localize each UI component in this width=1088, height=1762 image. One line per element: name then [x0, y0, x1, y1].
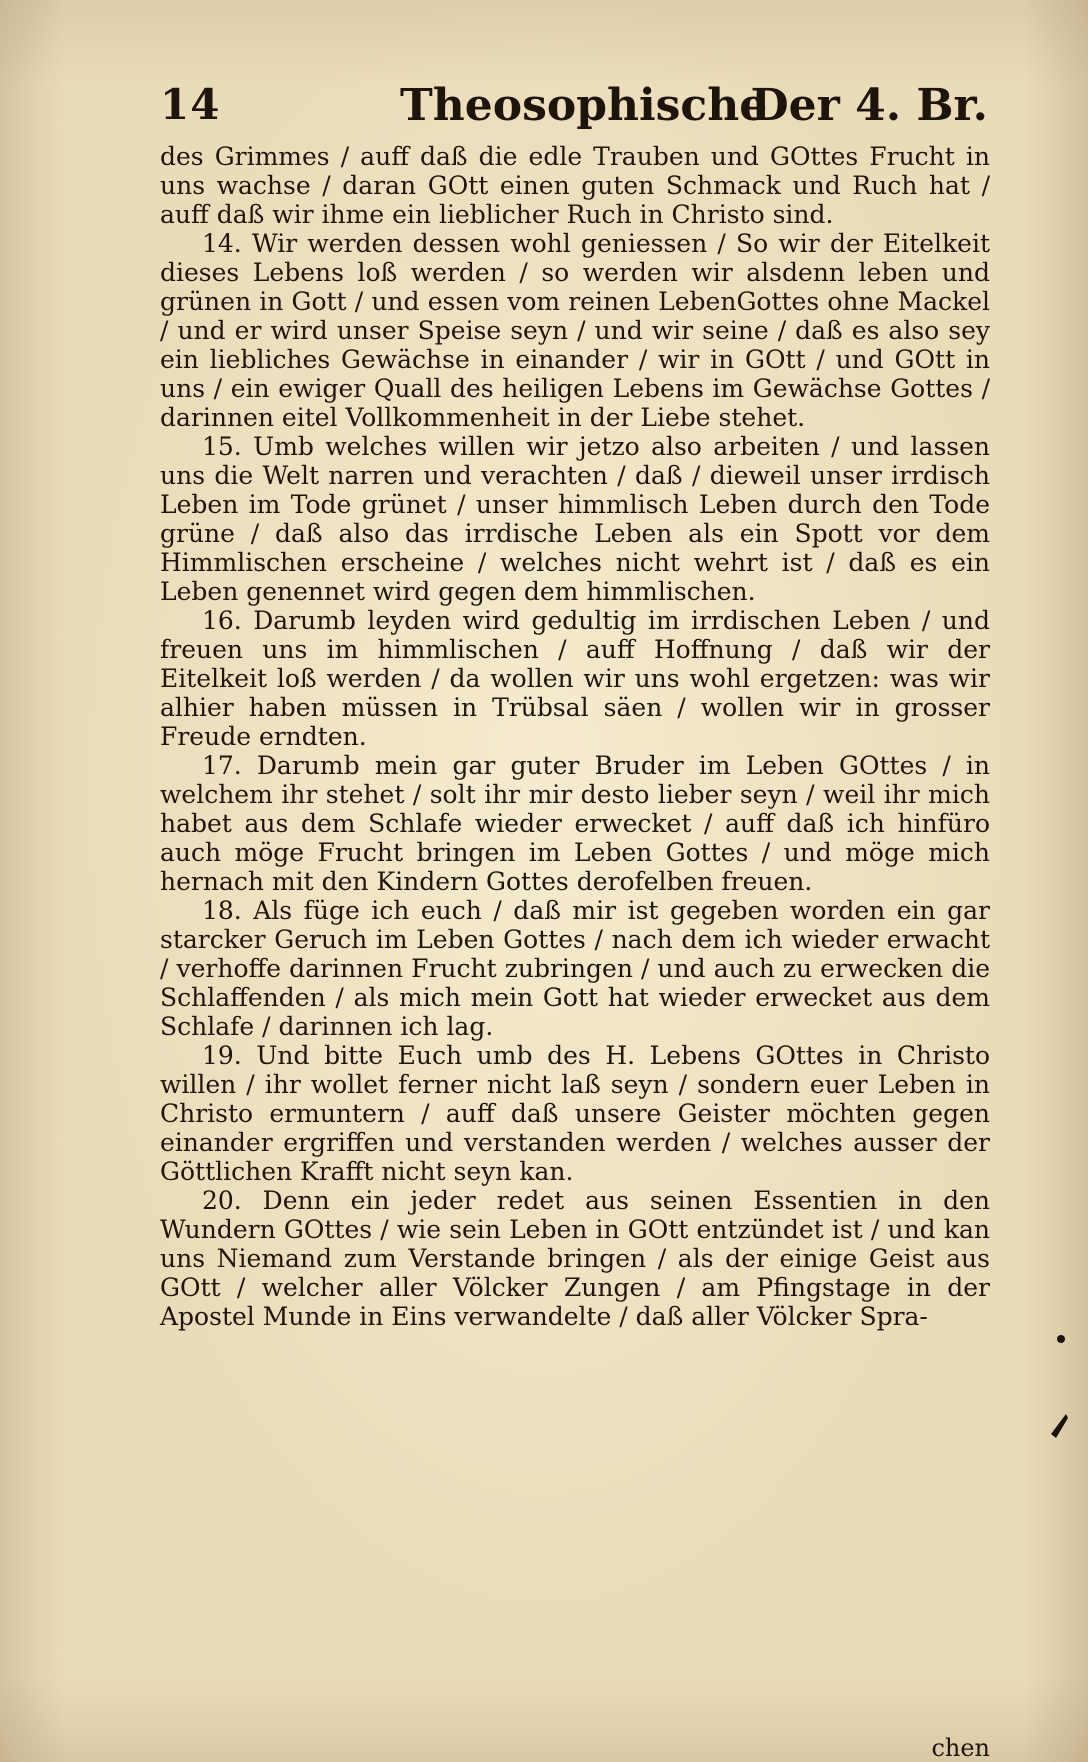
page-header: [160, 80, 988, 142]
paragraph-14: 14. Wir werden dessen wohl geniessen / So wir der Eitelkeit dieses Lebens loß werden / so werden wir alsdenn leben und grünen in Gott / und essen vom reinen LebenGottes ohne Mackel / und er wird unser Speise seyn / und wir seine / daß es also sey ein liebliches Gewächse in einander / wir in GOtt / und GOtt in uns / ein ewiger Quall des heiligen Lebens im Gewächse Gottes / darinnen eitel Vollkommenheit in der Liebe stehet.: [160, 229, 990, 432]
paragraph-continuation: des Grimmes / auff daß die edle Trauben und GOttes Frucht in uns wachse / daran GOtt einen guten Schmack und Ruch hat / auff daß wir ihme ein lieblicher Ruch in Christo sind.: [160, 142, 990, 229]
paragraph-16: 16. Darumb leyden wird gedultig im irrdischen Leben / und freuen uns im himmlischen / auff Hoffnung / daß wir der Eitelkeit loß werden / da wollen wir uns wohl ergetzen: was wir alhier haben müssen in Trübsal säen / wollen wir in grosser Freude erndten.: [160, 606, 990, 751]
paragraph-15: 15. Umb welches willen wir jetzo also arbeiten / und lassen uns die Welt narren und verachten / daß / dieweil unser irrdisch Leben im Tode grünet / unser himmlisch Leben durch den Tode grüne / daß also das irrdische Leben als ein Spott vor dem Himmlischen erscheine / welches nicht wehrt ist / daß es ein Leben genennet wird gegen dem himmlischen.: [160, 432, 990, 606]
running-title: Theosophische: [400, 80, 768, 131]
ink-stroke-mark: [1048, 1412, 1070, 1440]
page-number: 14: [160, 80, 221, 129]
paragraph-18: 18. Als füge ich euch / daß mir ist gegeben worden ein gar starcker Geruch im Leben Gottes / nach dem ich wieder erwacht / verhoffe darinnen Frucht zubringen / und auch zu erwecken die Schlaffenden / als mich mein Gott hat wieder erwecket aus dem Schlafe / darinnen ich lag.: [160, 896, 990, 1041]
letter-reference: Der 4. Br.: [750, 80, 988, 131]
ink-dot-mark: [1057, 1335, 1065, 1343]
paragraph-17: 17. Darumb mein gar guter Bruder im Leben GOttes / in welchem ihr stehet / solt ihr mir desto lieber seyn / weil ihr mich habet aus dem Schlafe wieder erwecket / auff daß ich hinfüro auch möge Frucht bringen im Leben Gottes / und möge mich hernach mit den Kindern Gottes derofelben freuen.: [160, 751, 990, 896]
paragraph-19: 19. Und bitte Euch umb des H. Lebens GOttes in Christo willen / ihr wollet ferner nicht laß seyn / sondern euer Leben in Christo ermuntern / auff daß unsere Geister möchten gegen einander ergriffen und verstanden werden / welches ausser der Göttlichen Krafft nicht seyn kan.: [160, 1041, 990, 1186]
catchword: chen: [931, 1734, 990, 1762]
body-text: [160, 142, 990, 1331]
paragraph-20: 20. Denn ein jeder redet aus seinen Essentien in den Wundern GOttes / wie sein Leben in GOtt entzündet ist / und kan uns Niemand zum Verstande bringen / als der einige Geist aus GOtt / welcher aller Völcker Zungen / am Pfingstage in der Apostel Munde in Eins verwandelte / daß aller Völcker Spra-: [160, 1186, 990, 1331]
